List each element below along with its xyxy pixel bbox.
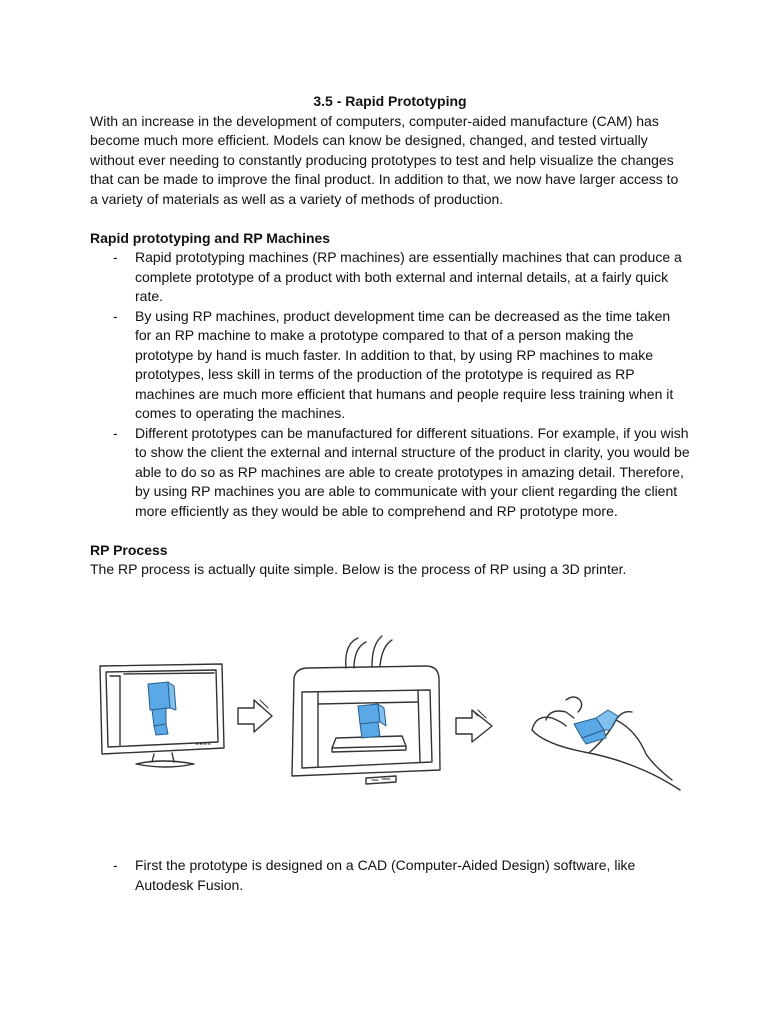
rp-machines-list	[90, 248, 690, 521]
rp-process-illustration	[96, 630, 686, 795]
list-item: - First the prototype is designed on a CAD (Computer-Aided Design) software, like Autodesk Fusion.	[113, 857, 636, 893]
section-heading-rp-process: RP Process	[90, 541, 168, 558]
model-in-hand-icon	[574, 710, 618, 744]
arrow-right-icon	[238, 700, 272, 732]
list-dash: -	[113, 307, 118, 324]
list-item: - By using RP machines, product development time can be decreased as the time taken for an RP machine to make a prototype compared to that of a person making the prototype by hand is much faster. In addition to that, by using RP machines to make prototypes, less skill in terms of the production of the prototype is required as RP machines are much more efficient that humans and people require less training when it comes to operating the machines.	[113, 307, 674, 421]
rp-process-intro: The RP process is actually quite simple. Below is the process of RP using a 3D printer.	[90, 561, 627, 577]
page-title: 3.5 - Rapid Prototyping	[313, 93, 467, 109]
arrow-right-icon	[456, 710, 492, 742]
list-item: - Different prototypes can be manufactured for different situations. For example, if you wish to show the client the external and internal structure of the product in clarity, you would be able to do so as RP machines are able to create prototypes in amazing detail. Therefore, by using RP machines you are able to communicate with your client regarding the client more efficiently as they would be able to comprehend and RP prototype more.	[113, 424, 690, 519]
intro-paragraph: With an increase in the development of computers, computer-aided manufacture (CAM) has become much more efficient. Models can know be designed, changed, and tested virtually without ever needing to constantly producing prototypes to test and help visualize the changes that can be made to improve the final product. In addition to that, we now have larger access to a variety of materials as well as a variety of methods of production.	[90, 112, 679, 207]
rp-process-steps	[90, 856, 690, 895]
list-dash: -	[113, 249, 118, 265]
document-body	[90, 92, 690, 580]
cad-model-icon	[148, 682, 176, 735]
list-dash: -	[113, 857, 118, 873]
list-dash: -	[113, 424, 118, 441]
section-heading-rp-machines: Rapid prototyping and RP Machines	[90, 229, 331, 246]
printed-model-icon	[358, 704, 386, 738]
list-item: - Rapid prototyping machines (RP machines) are essentially machines that can produce a complete prototype of a product with both external and internal details, at a fairly quick rate.	[113, 249, 682, 304]
